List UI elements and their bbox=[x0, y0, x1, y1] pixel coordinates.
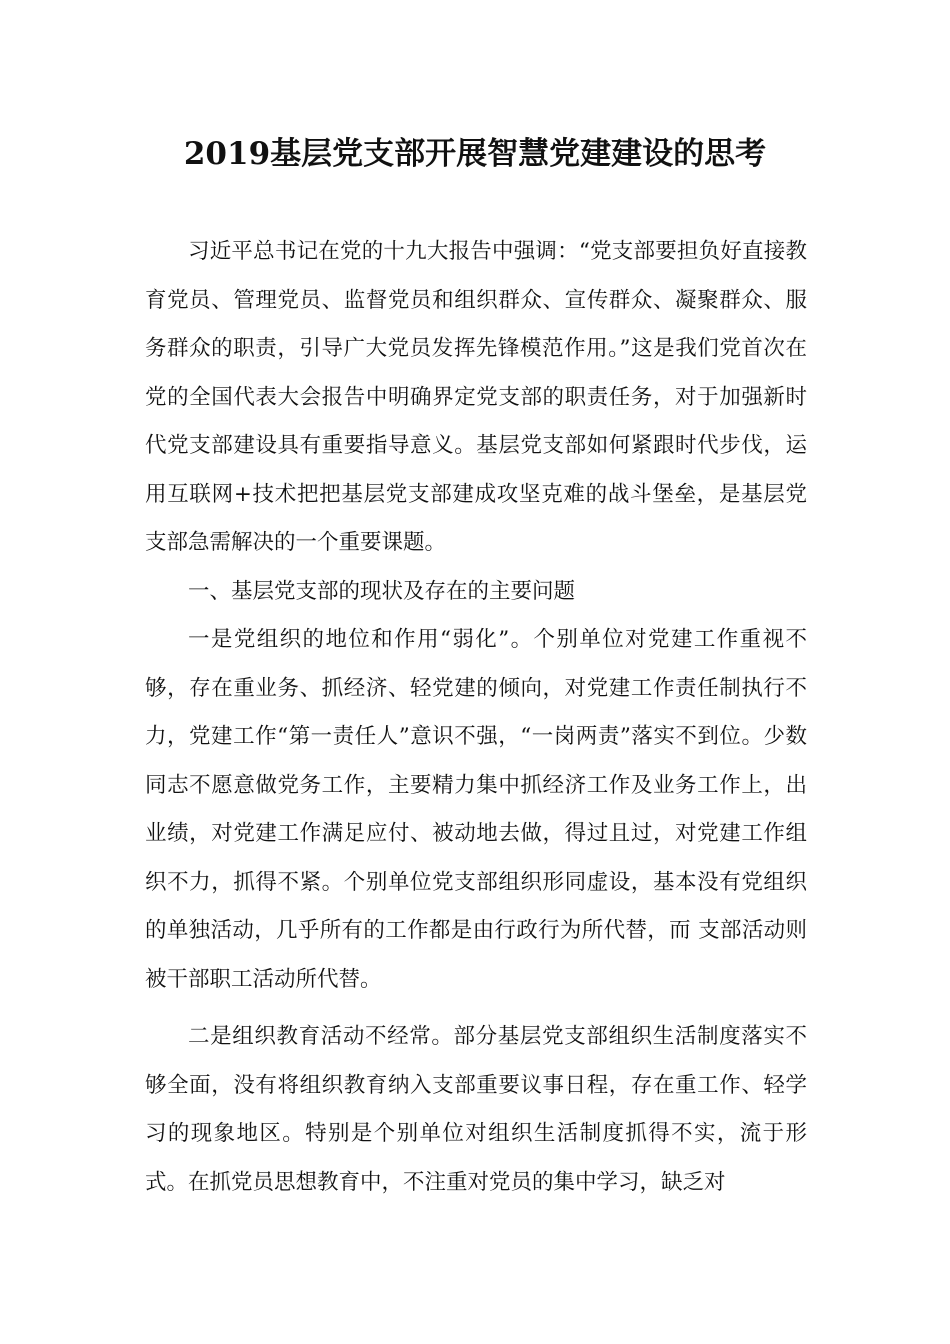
document-title: 2019基层党支部开展智慧党建建设的思考 bbox=[183, 136, 767, 172]
paragraph-issue-1: 一是党组织的地位和作用“弱化”。个别单位对党建工作重视不够，存在重业务、抓经济、轻党建的倾向，对党建工作责任制执行不力，党建工作“第一责任人”意识不强，“一岗两责”落实不到位。少数同志不愿意做党务工作，主要精力集中抓经济工作及业务工作上，出业绩，对党建工作满足应付、被动地去做，得过且过，对党建工作组织不力，抓得不紧。个别单位党支部组织形同虚设，基本没有党组织的单独活动，几乎所有的工作都是由行政行为所代替，而 支部活动则被干部职工活动所代替。 bbox=[145, 627, 807, 992]
document-body bbox=[145, 228, 807, 1207]
paragraph-intro: 习近平总书记在党的十九大报告中强调：“党支部要担负好直接教育党员、管理党员、监督党员和组织群众、宣传群众、凝聚群众、服务群众的职责，引导广大党员发挥先锋模范作用。”这是我们党首次在党的全国代表大会报告中明确界定党支部的职责任务，对于加强新时代党支部建设具有重要指导意义。基层党支部如何紧跟时代步伐，运用互联网+技术把把基层党支部建成攻坚克难的战斗堡垒，是基层党支部急需解决的一个重要课题。 bbox=[145, 239, 807, 555]
section-heading-1: 一、基层党支部的现状及存在的主要问题 bbox=[188, 578, 576, 604]
paragraph-issue-2: 二是组织教育活动不经常。部分基层党支部组织生活制度落实不够全面，没有将组织教育纳入支部重要议事日程，存在重工作、轻学习的现象地区。特别是个别单位对组织生活制度抓得不实，流于形式。在抓党员思想教育中，不注重对党员的集中学习，缺乏对 bbox=[145, 1024, 807, 1195]
